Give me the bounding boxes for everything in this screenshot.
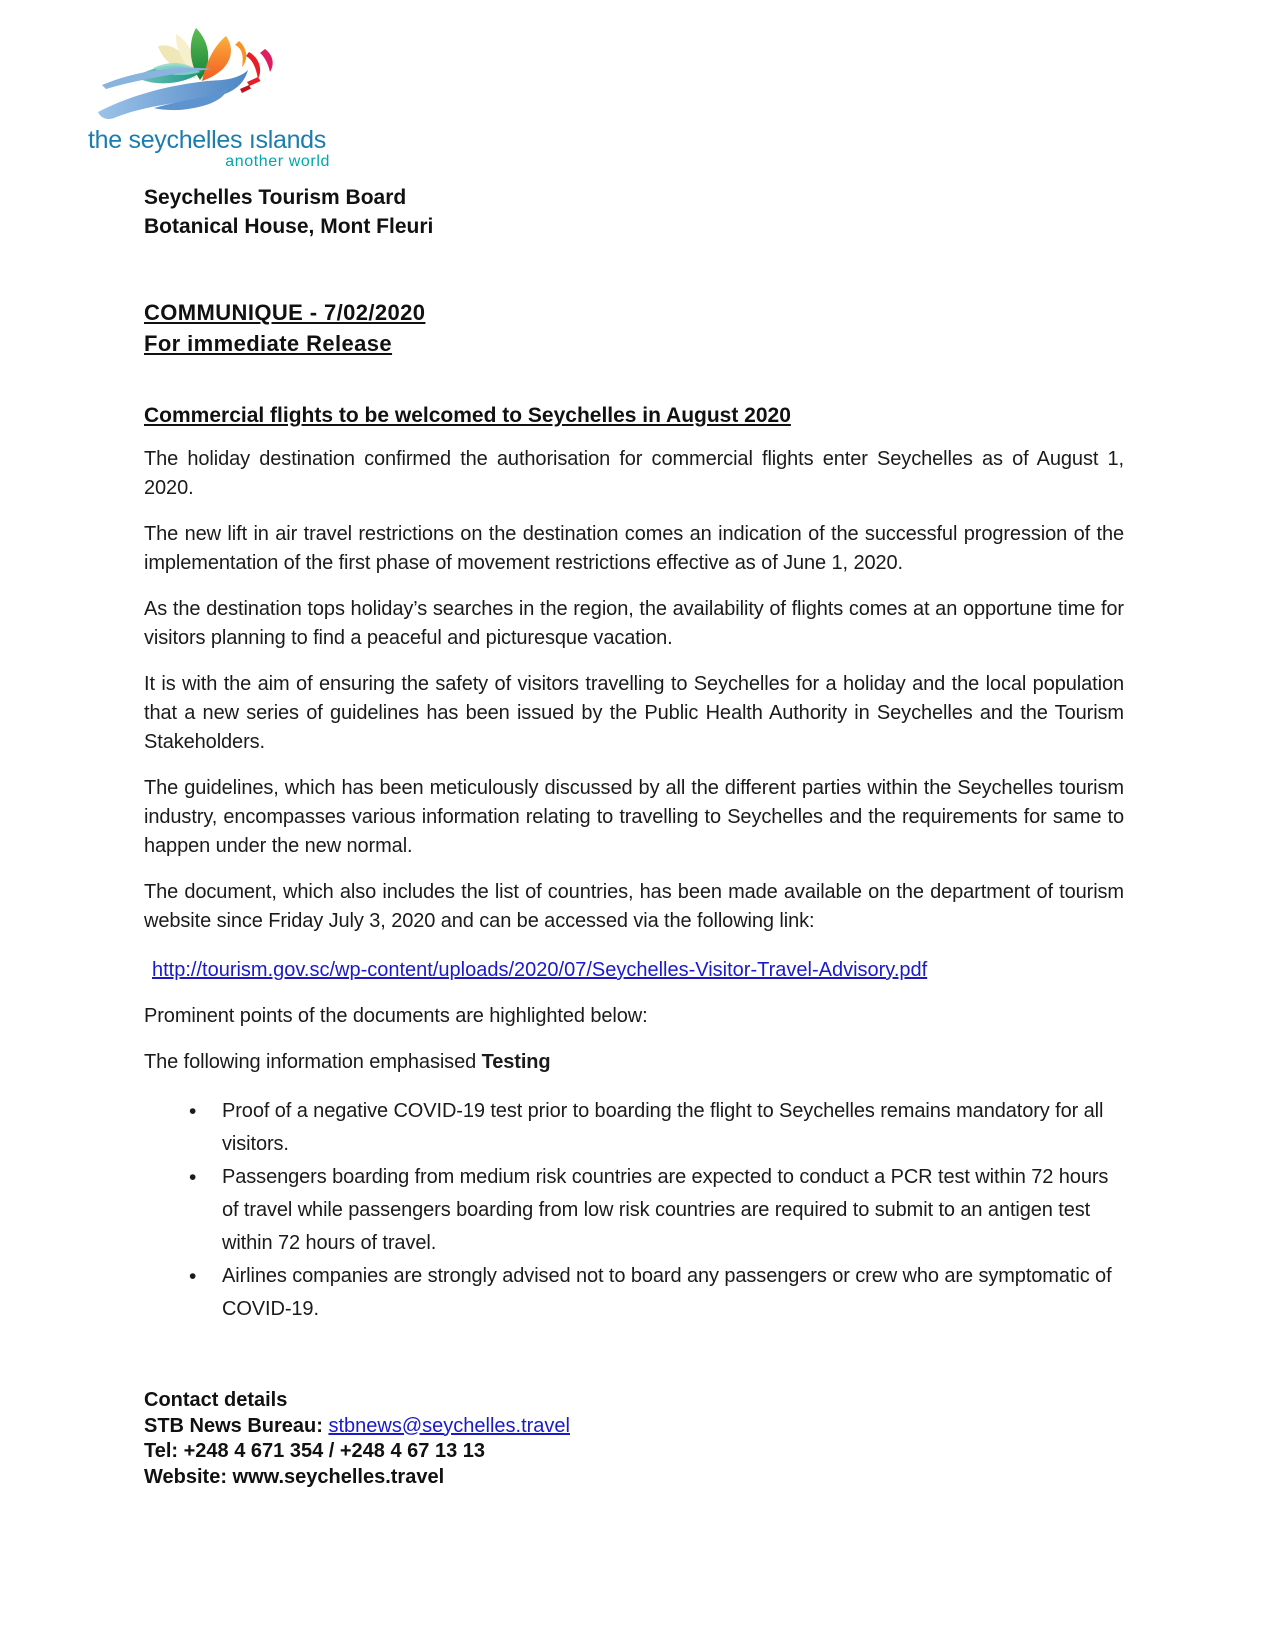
- org-address: Botanical House, Mont Fleuri: [144, 215, 434, 238]
- communique-title: COMMUNIQUE - 7/02/2020: [144, 300, 426, 325]
- paragraph-6: The document, which also includes the list of countries, has been made available on the department of tourism website since Friday July 3, 2020 and can be accessed via the following link:: [144, 881, 1124, 932]
- paragraph-3: As the destination tops holiday’s searches in the region, the availability of flights comes at an opportune time for visitors planning to find a peaceful and picturesque vacation.: [144, 598, 1124, 649]
- document-body: [144, 183, 1124, 1490]
- communique-block: [144, 297, 1124, 359]
- contact-heading: Contact details: [144, 1389, 288, 1411]
- logo-tagline: another world: [225, 153, 330, 170]
- bullet-list: [144, 1095, 1124, 1326]
- contact-website-line: Website: www.seychelles.travel: [144, 1465, 445, 1488]
- article-headline: Commercial flights to be welcomed to Seychelles in August 2020: [144, 404, 791, 427]
- paragraph-2: The new lift in air travel restrictions on the destination comes an indication of the successful progression of the implementation of the first phase of movement restrictions effective as of June 1, 2020.: [144, 523, 1124, 574]
- contact-bureau-line: [144, 1414, 1124, 1440]
- emphasis-term: Testing: [481, 1051, 551, 1073]
- seychelles-bird-of-paradise-icon: [96, 24, 326, 124]
- bureau-email-link[interactable]: stbnews@seychelles.travel: [328, 1414, 570, 1437]
- logo-title: the seychelles ıslands: [88, 126, 326, 154]
- contact-tel-line: Tel: +248 4 671 354 / +248 4 67 13 13: [144, 1440, 486, 1462]
- logo: [88, 24, 340, 171]
- bureau-label: STB News Bureau:: [144, 1414, 329, 1437]
- bullet-item-testing-proof: • Proof of a negative COVID-19 test prior to boarding the flight to Seychelles remains mandatory for all visitors.: [222, 1095, 1124, 1161]
- org-name: Seychelles Tourism Board: [144, 186, 407, 209]
- paragraph-1: The holiday destination confirmed the authorisation for commercial flights enter Seychelles as of August 1, 2020.: [144, 448, 1124, 499]
- emphasis-prefix: The following information emphasised: [144, 1051, 482, 1073]
- bullet-item-airlines: • Airlines companies are strongly advised not to board any passengers or crew who are symptomatic of COVID-19.: [222, 1260, 1124, 1326]
- bullet-item-pcr-antigen: • Passengers boarding from medium risk countries are expected to conduct a PCR test within 72 hours of travel while passengers boarding from low risk countries are required to submit to an antigen test within 72 hours of travel.: [222, 1161, 1124, 1260]
- advisory-link-line: [144, 956, 1124, 985]
- prominent-points-intro: Prominent points of the documents are highlighted below:: [144, 1005, 648, 1027]
- contact-block: [144, 1388, 1124, 1490]
- paragraph-4: It is with the aim of ensuring the safety of visitors travelling to Seychelles for a holiday and the local population that a new series of guidelines has been issued by the Public Health Authority in Seychelles and the Tourism Stakeholders.: [144, 673, 1124, 753]
- paragraph-5: The guidelines, which has been meticulously discussed by all the different parties within the Seychelles tourism industry, encompasses various information relating to travelling to Seychelles and the requirements for same to happen under the new normal.: [144, 777, 1124, 857]
- organization-block: [144, 183, 1124, 241]
- advisory-pdf-link[interactable]: http://tourism.gov.sc/wp-content/uploads/2020/07/Seychelles-Visitor-Travel-Advisory.pdf: [152, 959, 928, 981]
- emphasis-line: [144, 1048, 1124, 1077]
- communique-release: For immediate Release: [144, 331, 393, 356]
